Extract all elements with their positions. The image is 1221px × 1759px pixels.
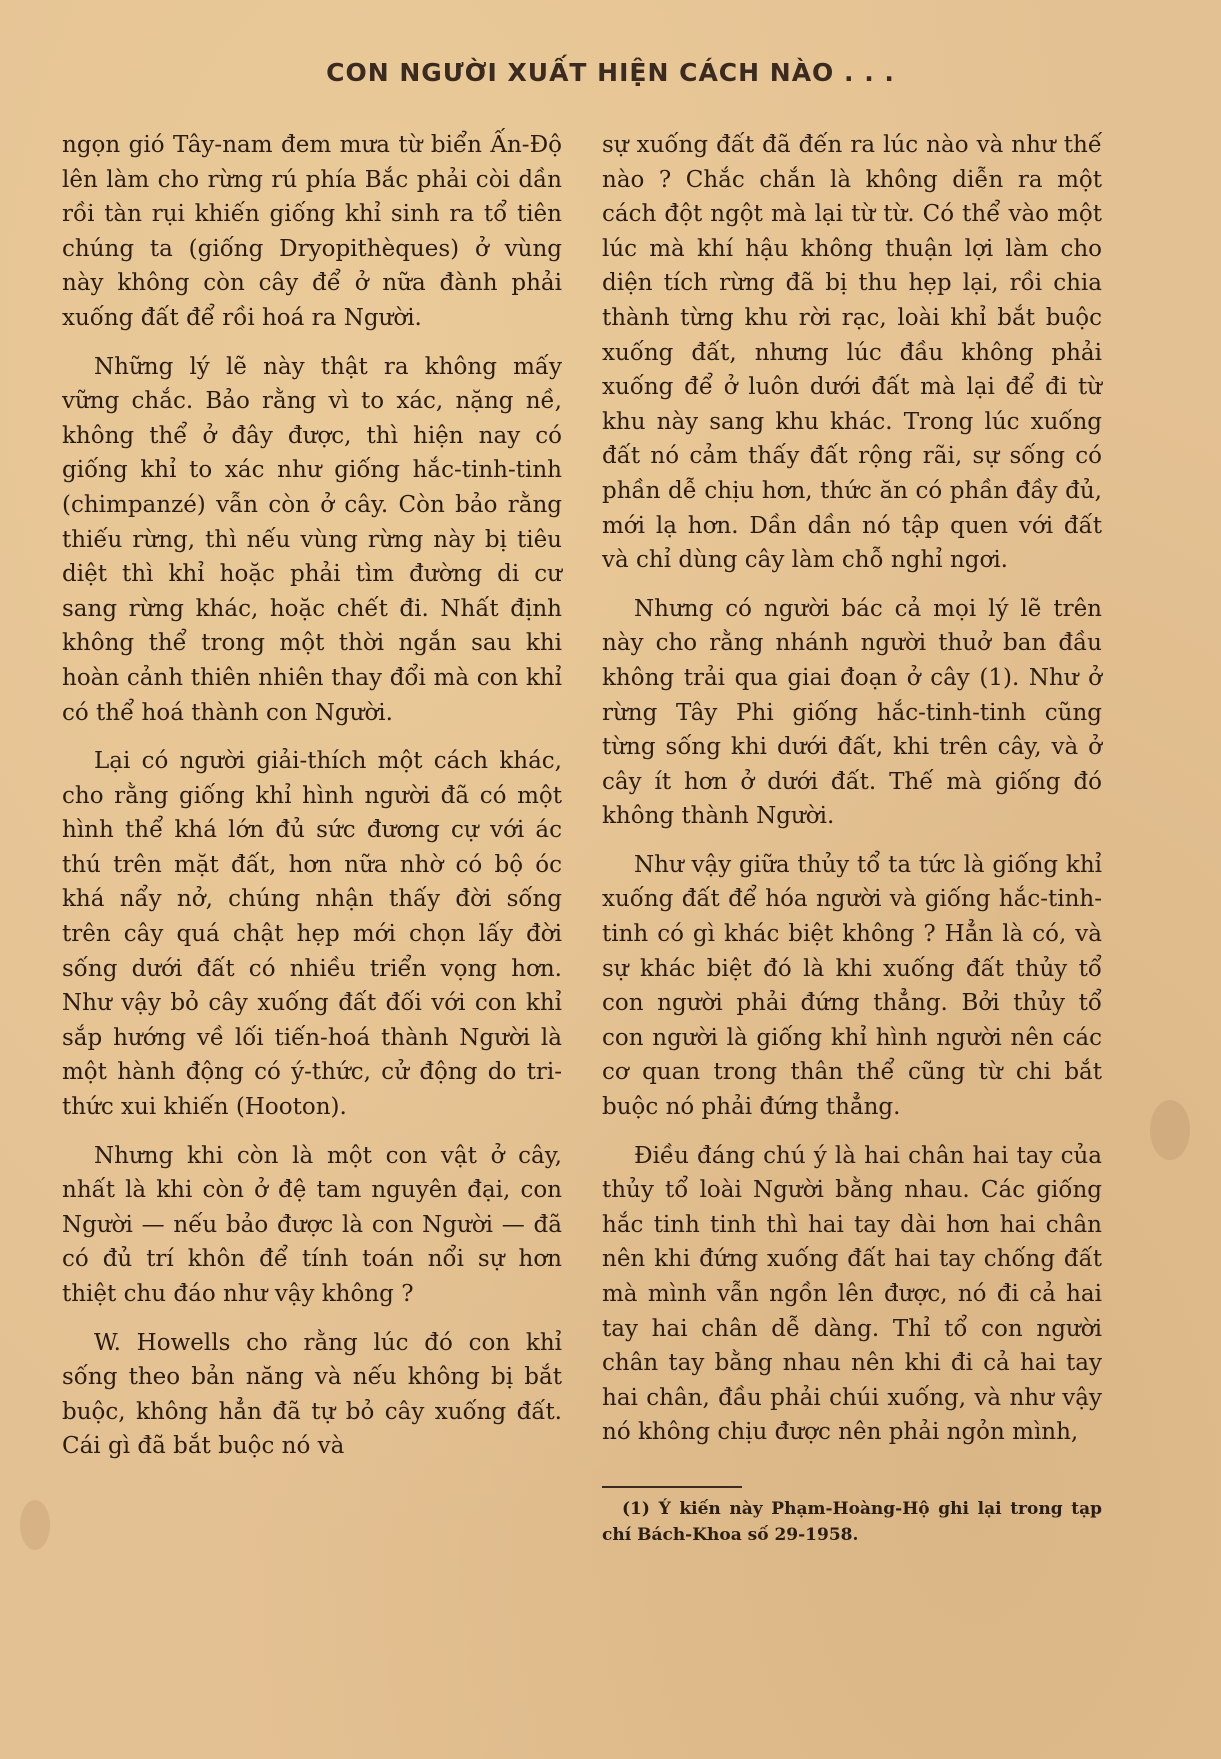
footnote-divider: [602, 1486, 742, 1488]
paragraph: Nhưng có người bác cả mọi lý lẽ trên này cho rằng nhánh người thuở ban đầu không trải qua giai đoạn ở cây (1). Như ở rừng Tây Phi giống hắc-tinh-tinh cũng từng sống khi dưới đất, khi trên cây, và ở cây ít hơn ở dưới đất. Thế mà giống đó không thành Người.: [602, 595, 1102, 830]
page-title: CON NGƯỜI XUẤT HIỆN CÁCH NÀO . . .: [326, 58, 895, 87]
paragraph: Lại có người giải-thích một cách khác, cho rằng giống khỉ hình người đã có một hình thể khá lớn đủ sức đương cự với ác thú trên mặt đất, hơn nữa nhờ có bộ óc khá nẩy nở, chúng nhận thấy đời sống trên cây quá chật hẹp mới chọn lấy đời sống dưới đất có nhiều triển vọng hơn. Như vậy bỏ cây xuống đất đối với con khỉ sắp hướng về lối tiến-hoá thành Người là một hành động có ý-thức, cử động do tri-thức xui khiến (Hooton).: [62, 748, 562, 1121]
paragraph: ngọn gió Tây-nam đem mưa từ biển Ấn-Độ lên làm cho rừng rú phía Bắc phải còi dần rồi tàn rụi khiến giống khỉ sinh ra tổ tiên chúng ta (giống Dryopithèques) ở vùng này không còn cây để ở nữa đành phải xuống đất để rồi hoá ra Người.: [62, 132, 562, 331]
left-column: [62, 128, 562, 1478]
paragraph: Những lý lẽ này thật ra không mấy vững chắc. Bảo rằng vì to xác, nặng nề, không thể ở đây được, thì hiện nay có giống khỉ to xác như giống hắc-tinh-tinh (chimpanzé) vẫn còn ở cây. Còn bảo rằng thiếu rừng, thì nếu vùng rừng này bị tiêu diệt thì khỉ hoặc phải tìm đường di cư sang rừng khác, hoặc chết đi. Nhất định không thể trong một thời ngắn sau khi hoàn cảnh thiên nhiên thay đổi mà con khỉ có thể hoá thành con Người.: [62, 353, 562, 726]
paragraph: Điều đáng chú ý là hai chân hai tay của thủy tổ loài Người bằng nhau. Các giống hắc tinh tinh thì hai tay dài hơn hai chân nên khi đứng xuống đất hai tay chống đất mà mình vẫn ngồn lên được, nó đi cả hai tay hai chân dễ dàng. Thỉ tổ con người chân tay bằng nhau nên khi đi cả hai tay hai chân, đầu phải chúi xuống, và như vậy nó không chịu được nên phải ngỏn mình,: [602, 1142, 1102, 1446]
right-column: [602, 128, 1102, 1548]
paper-stain: [1150, 1100, 1190, 1160]
paper-stain: [20, 1500, 50, 1550]
paragraph: W. Howells cho rằng lúc đó con khỉ sống theo bản năng và nếu không bị bắt buộc, không hẳn đã tự bỏ cây xuống đất. Cái gì đã bắt buộc nó và: [62, 1329, 562, 1460]
footnote: (1) Ý kiến này Phạm-Hoàng-Hộ ghi lại trong tạp chí Bách-Khoa số 29-1958.: [602, 1498, 1102, 1545]
paragraph: Nhưng khi còn là một con vật ở cây, nhất là khi còn ở đệ tam nguyên đại, con Người — nếu bảo được là con Người — đã có đủ trí khôn để tính toán nổi sự hơn thiệt chu đáo như vậy không ?: [62, 1142, 562, 1307]
paragraph: Như vậy giữa thủy tổ ta tức là giống khỉ xuống đất để hóa người và giống hắc-tinh-tinh có gì khác biệt không ? Hẳn là có, và sự khác biệt đó là khi xuống đất thủy tổ con người phải đứng thẳng. Bởi thủy tổ con người là giống khỉ hình người nên các cơ quan trong thân thể cũng từ chi bắt buộc nó phải đứng thẳng.: [602, 851, 1102, 1121]
paragraph: sự xuống đất đã đến ra lúc nào và như thế nào ? Chắc chắn là không diễn ra một cách đột ngột mà lại từ từ. Có thể vào một lúc mà khí hậu không thuận lợi làm cho diện tích rừng đã bị thu hẹp lại, rồi chia thành từng khu rời rạc, loài khỉ bắt buộc xuống đất, nhưng lúc đầu không phải xuống để ở luôn dưới đất mà lại để đi từ khu này sang khu khác. Trong lúc xuống đất nó cảm thấy đất rộng rãi, sự sống có phần dễ chịu hơn, thức ăn có phần đầy đủ, mới lạ hơn. Dần dần nó tập quen với đất và chỉ dùng cây làm chỗ nghỉ ngơi.: [602, 132, 1102, 574]
